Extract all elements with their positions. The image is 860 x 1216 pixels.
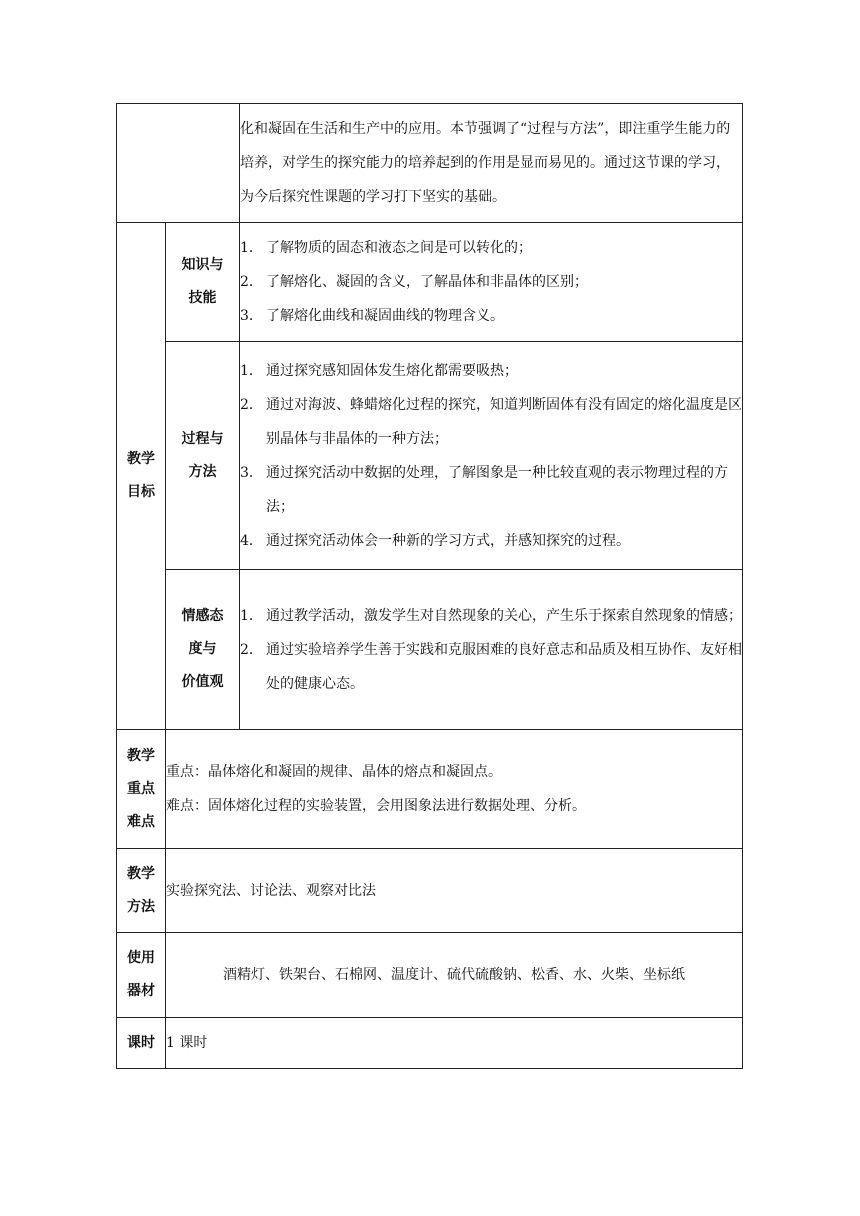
period-label [117, 1018, 166, 1069]
method-label [117, 849, 166, 933]
item-text: 通过实验培养学生善于实践和克服困难的良好意志和品质及相互协作、友好相处的健康心态。 [266, 641, 742, 692]
emotion-label-line: 度与 [188, 641, 217, 657]
item-text: 通过教学活动，激发学生对自然现象的关心，产生乐于探索自然现象的情感； [266, 607, 742, 624]
item-text: 了解熔化曲线和凝固曲线的物理含义。 [266, 308, 504, 324]
item-text: 通过探究活动体会一种新的学习方式，并感知探究的过程。 [266, 532, 630, 549]
emotion-label-line: 价值观 [181, 674, 224, 690]
item-text: 了解熔化、凝固的含义，了解晶体和非晶体的区别； [266, 274, 588, 290]
period-row [117, 1018, 743, 1069]
list-item [240, 354, 742, 388]
lesson-plan-table [116, 103, 743, 1069]
list-item [240, 599, 742, 633]
process-label-line: 方法 [188, 463, 217, 480]
knowledge-content [240, 223, 743, 342]
emotion-label-line: 情感态 [181, 608, 224, 624]
key-points-label-line: 重点 [127, 780, 155, 797]
key-points-row [117, 730, 743, 849]
item-number: 1． [240, 362, 263, 379]
process-label [166, 342, 240, 570]
item-text: 了解物质的固态和液态之间是可以转化的； [266, 240, 532, 256]
equipment-row [117, 933, 743, 1018]
knowledge-list [240, 231, 742, 333]
knowledge-label-line: 技能 [188, 290, 217, 306]
process-content [240, 342, 743, 570]
list-item [240, 633, 742, 701]
equipment-content [166, 933, 743, 1018]
knowledge-row [117, 223, 743, 342]
equipment-label-line: 器材 [127, 983, 155, 999]
emotion-label [166, 570, 240, 730]
equipment-text: 酒精灯、铁架台、石棉网、温度计、硫代硫酸钠、松香、水、火柴、坐标纸 [223, 967, 685, 983]
list-item [240, 231, 742, 265]
method-row [117, 849, 743, 933]
knowledge-label-line: 知识与 [181, 257, 224, 273]
objectives-label-line: 教学 [127, 451, 155, 467]
list-item [240, 388, 742, 456]
item-text: 通过探究活动中数据的处理，了解图象是一种比较直观的表示物理过程的方法； [266, 464, 728, 515]
key-points-content [166, 730, 743, 849]
item-text: 通过对海波、蜂蜡熔化过程的探究，知道判断固体有没有固定的熔化温度是区别晶体与非晶体的一种方法； [266, 396, 742, 447]
item-number: 1． [240, 240, 263, 256]
item-number: 3． [240, 464, 263, 481]
emotion-row [117, 570, 743, 730]
list-item [240, 456, 742, 524]
method-content [166, 849, 743, 933]
intro-label-cell [117, 104, 240, 223]
key-points-label-line: 难点 [127, 813, 155, 830]
process-row [117, 342, 743, 570]
process-list [240, 354, 742, 558]
list-item [240, 299, 742, 333]
item-number: 2． [240, 274, 263, 290]
item-number: 2． [240, 396, 263, 413]
item-number: 4． [240, 532, 263, 549]
period-text: 1 课时 [166, 1035, 208, 1051]
item-text: 通过探究感知固体发生熔化都需要吸热； [266, 362, 518, 379]
difficulty-text: 难点：固体熔化过程的实验装置，会用图象法进行数据处理、分析。 [166, 798, 586, 814]
item-number: 1． [240, 607, 263, 624]
knowledge-label [166, 223, 240, 342]
key-points-label-line: 教学 [127, 747, 155, 764]
intro-text: 化和凝固在生活和生产中的应用。本节强调了“过程与方法”，即注重学生能力的培养，对学生的探究能力的培养起到的作用是显而易见的。通过这节课的学习，为今后探究性课题的学习打下坚实的基础。 [240, 121, 731, 205]
intro-row [117, 104, 743, 223]
period-content [166, 1018, 743, 1069]
period-label-line: 课时 [127, 1034, 155, 1051]
objectives-label-line: 目标 [127, 484, 155, 500]
list-item [240, 524, 742, 558]
list-item [240, 265, 742, 299]
focus-text: 重点：晶体熔化和凝固的规律、晶体的熔点和凝固点。 [166, 764, 502, 780]
emotion-content [240, 570, 743, 730]
method-text: 实验探究法、讨论法、观察对比法 [166, 882, 376, 899]
item-number: 3． [240, 308, 263, 324]
method-label-line: 教学 [127, 865, 155, 882]
item-number: 2． [240, 641, 263, 658]
objectives-label [117, 223, 166, 730]
equipment-label-line: 使用 [127, 950, 155, 966]
method-label-line: 方法 [127, 898, 155, 915]
intro-content-cell [240, 104, 743, 223]
equipment-label [117, 933, 166, 1018]
emotion-list [240, 599, 742, 701]
process-label-line: 过程与 [181, 430, 224, 447]
key-points-label [117, 730, 166, 849]
